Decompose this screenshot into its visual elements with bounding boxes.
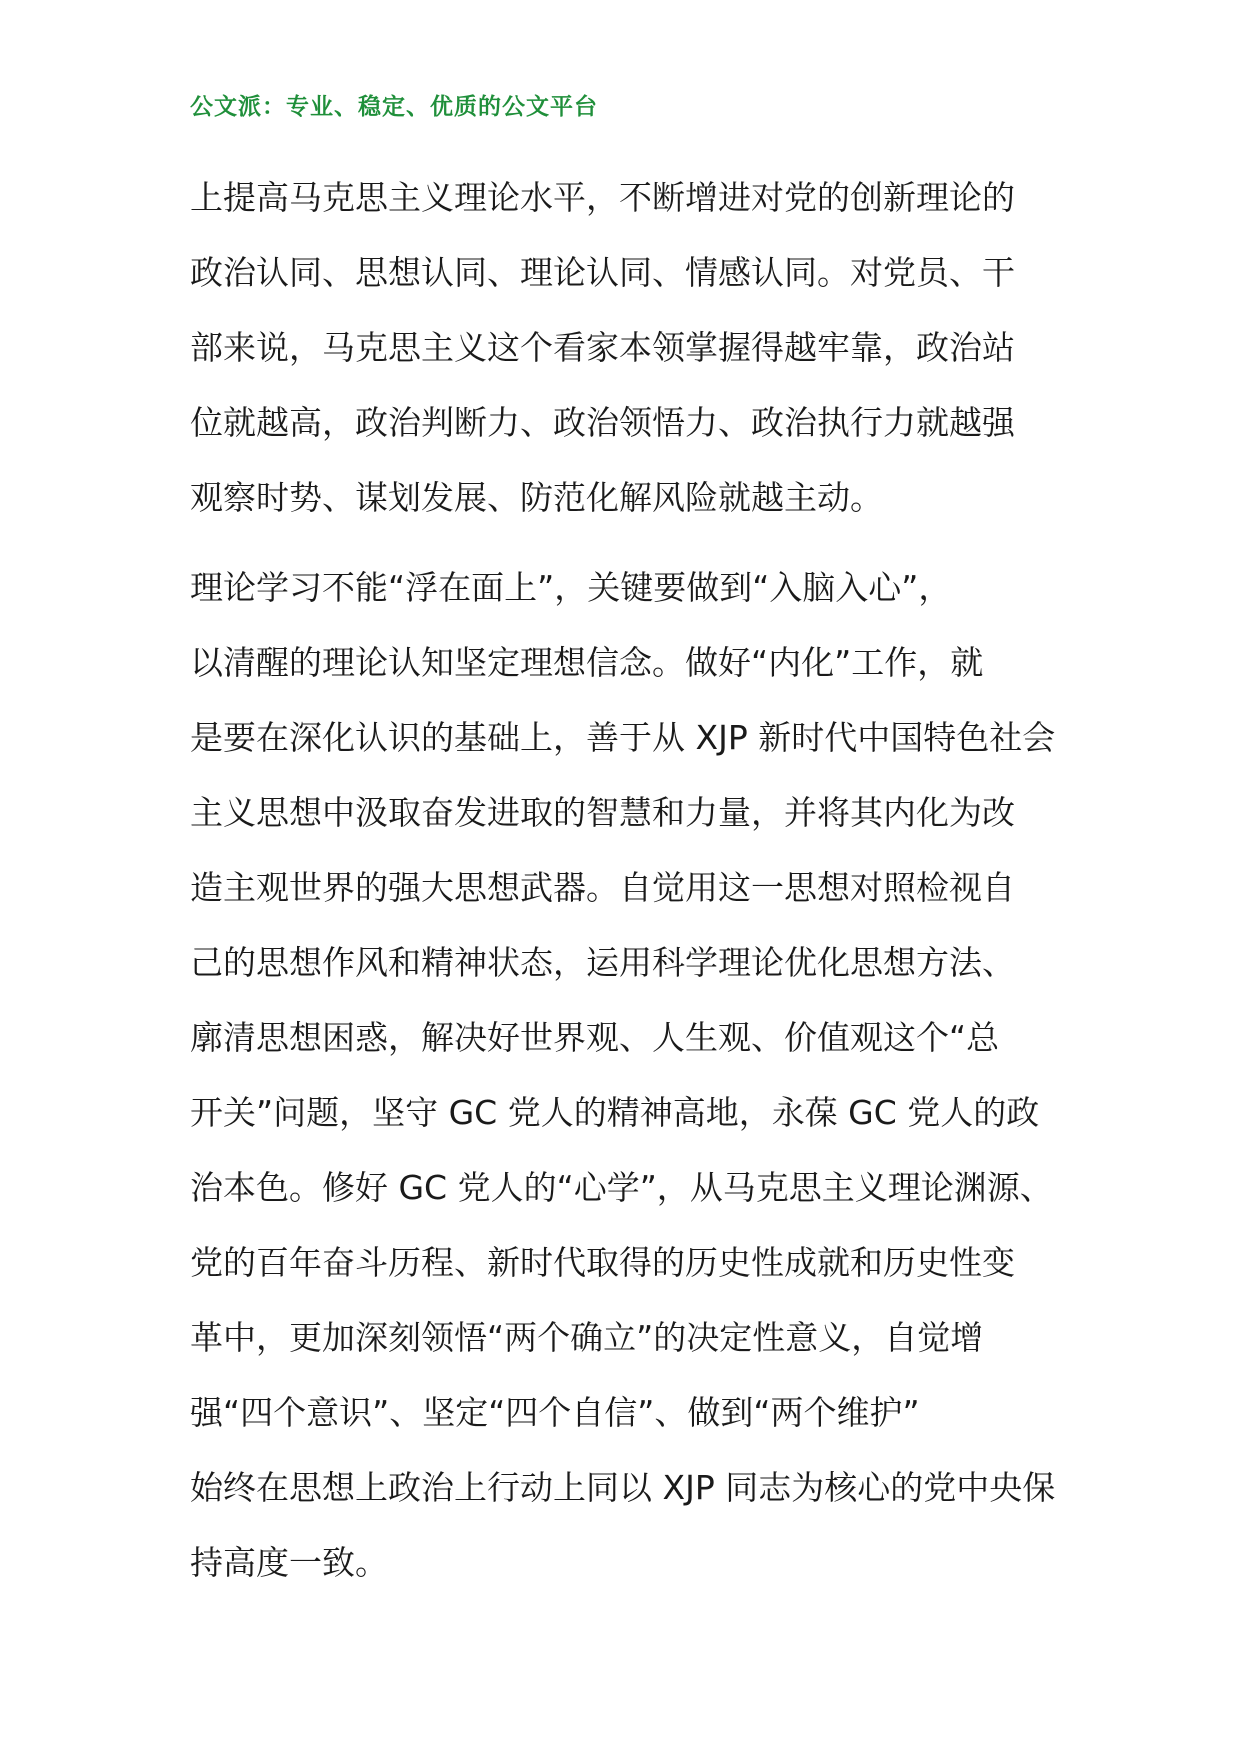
paragraph-2 [190, 550, 1090, 1600]
text-line: 强“四个意识”、坚定“四个自信”、做到“两个维护” [190, 1393, 920, 1432]
text-line: 观察时势、谋划发展、防范化解风险就越主动。 [190, 478, 883, 517]
page-header: 公文派：专业、稳定、优质的公文平台 [190, 94, 598, 120]
text-line: 主义思想中汲取奋发进取的智慧和力量，并将其内化为改 [190, 793, 1015, 832]
text-line: 造主观世界的强大思想武器。自觉用这一思想对照检视自 [190, 868, 1015, 907]
text-line: 己的思想作风和精神状态，运用科学理论优化思想方法、 [190, 943, 1015, 982]
text-line: 位就越高，政治判断力、政治领悟力、政治执行力就越强 [190, 403, 1015, 442]
text-line: 政治认同、思想认同、理论认同、情感认同。对党员、干 [190, 253, 1015, 292]
text-line: 廓清思想困惑，解决好世界观、人生观、价值观这个“总 [190, 1018, 1000, 1057]
text-line: 始终在思想上政治上行动上同以 XJP 同志为核心的党中央保 [190, 1468, 1056, 1507]
paragraph-1 [190, 160, 1090, 535]
text-line: 部来说，马克思主义这个看家本领掌握得越牢靠，政治站 [190, 328, 1015, 367]
text-line: 开关”问题，坚守 GC 党人的精神高地，永葆 GC 党人的政 [190, 1093, 1040, 1132]
text-line: 上提高马克思主义理论水平，不断增进对党的创新理论的 [190, 178, 1015, 217]
text-line: 以清醒的理论认知坚定理想信念。做好“内化”工作，就 [190, 643, 984, 682]
text-line: 党的百年奋斗历程、新时代取得的历史性成就和历史性变 [190, 1243, 1015, 1282]
text-line: 理论学习不能“浮在面上”，关键要做到“入脑入心”， [190, 568, 952, 607]
text-line: 是要在深化认识的基础上，善于从 XJP 新时代中国特色社会 [190, 718, 1056, 757]
text-line: 持高度一致。 [190, 1543, 388, 1582]
text-line: 革中，更加深刻领悟“两个确立”的决定性意义，自觉增 [190, 1318, 984, 1357]
text-line: 治本色。修好 GC 党人的“心学”，从马克思主义理论渊源、 [190, 1168, 1053, 1207]
